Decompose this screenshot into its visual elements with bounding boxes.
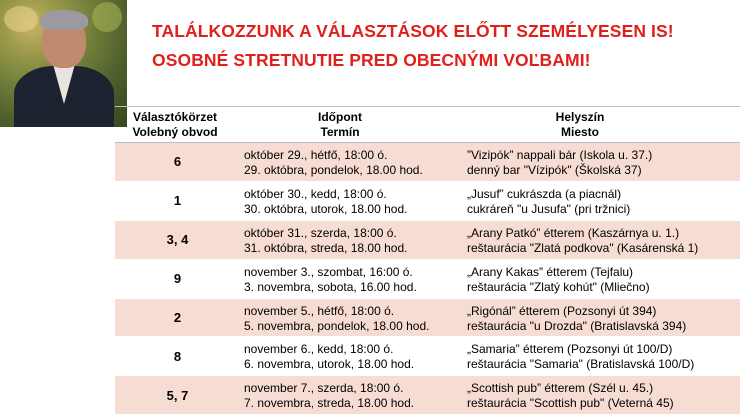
place-cell: „Arany Patkó” étterem (Kaszárnya u. 1.) reštaurácia "Zlatá podkova" (Kasárenská 1) <box>467 225 699 255</box>
time-cell: október 31., szerda, 18:00 ó. 31. októbra, streda, 18.00 hod. <box>244 225 408 255</box>
district-cell: 9 <box>173 271 182 287</box>
place-cell: „Jusuf” cukrászda (a piacnál) cukráreň "u Jusufa" (pri tržnici) <box>467 186 631 216</box>
table-row <box>115 337 740 376</box>
district-cell: 6 <box>173 154 182 170</box>
header-district: Választókörzet Volebný obvod <box>132 110 218 139</box>
headline-slovak: OSOBNÉ STRETNUTIE PRED OBECNÝMI VOĽBAMI! <box>152 50 591 70</box>
table-row <box>115 221 740 260</box>
table-row <box>115 260 740 299</box>
meetings-table <box>115 106 740 415</box>
district-cell: 5, 7 <box>166 387 189 403</box>
candidate-photo <box>0 0 127 127</box>
district-cell: 8 <box>173 348 182 364</box>
table-row <box>115 143 740 182</box>
header-place: Helyszín Miesto <box>555 110 605 139</box>
place-cell: „Samaria” étterem (Pozsonyi út 100/D) reštaurácia "Samaria" (Bratislavská 100/D) <box>467 342 695 372</box>
time-cell: október 29., hétfő, 18:00 ó. 29. októbra, pondelok, 18.00 hod. <box>244 148 423 177</box>
place-cell: „Arany Kakas” étterem (Tejfalu) reštaurácia "Zlatý kohút" (Mliečno) <box>467 264 650 294</box>
district-cell: 2 <box>173 310 182 325</box>
district-cell: 1 <box>173 193 182 209</box>
time-cell: október 30., kedd, 18:00 ó. 30. októbra, utorok, 18.00 hod. <box>244 186 408 216</box>
place-cell: „Rigónál” étterem (Pozsonyi út 394) reštaurácia "u Drozda" (Bratislavská 394) <box>467 303 687 333</box>
header-time: Időpont Termín <box>318 110 362 139</box>
headline-hungarian: TALÁLKOZZUNK A VÁLASZTÁSOK ELŐTT SZEMÉLYESEN IS! <box>152 21 674 41</box>
district-cell: 3, 4 <box>166 232 189 248</box>
time-cell: november 7., szerda, 18:00 ó. 7. novembra, streda, 18.00 hod. <box>244 381 415 411</box>
table-row <box>115 182 740 221</box>
table-row <box>115 299 740 338</box>
table-row <box>115 376 740 415</box>
time-cell: november 3., szombat, 16:00 ó. 3. novembra, sobota, 16.00 hod. <box>244 264 417 294</box>
table-header <box>115 106 740 143</box>
place-cell: ”Vizipók” nappali bár (Iskola u. 37.) denný bar "Vízipók" (Školská 37) <box>467 148 653 177</box>
place-cell: „Scottish pub” étterem (Szél u. 45.) reštaurácia "Scottish pub" (Veterná 45) <box>467 381 674 411</box>
time-cell: november 6., kedd, 18:00 ó. 6. novembra, utorok, 18.00 hod. <box>244 342 415 372</box>
time-cell: november 5., hétfő, 18:00 ó. 5. novembra, pondelok, 18.00 hod. <box>244 303 430 333</box>
